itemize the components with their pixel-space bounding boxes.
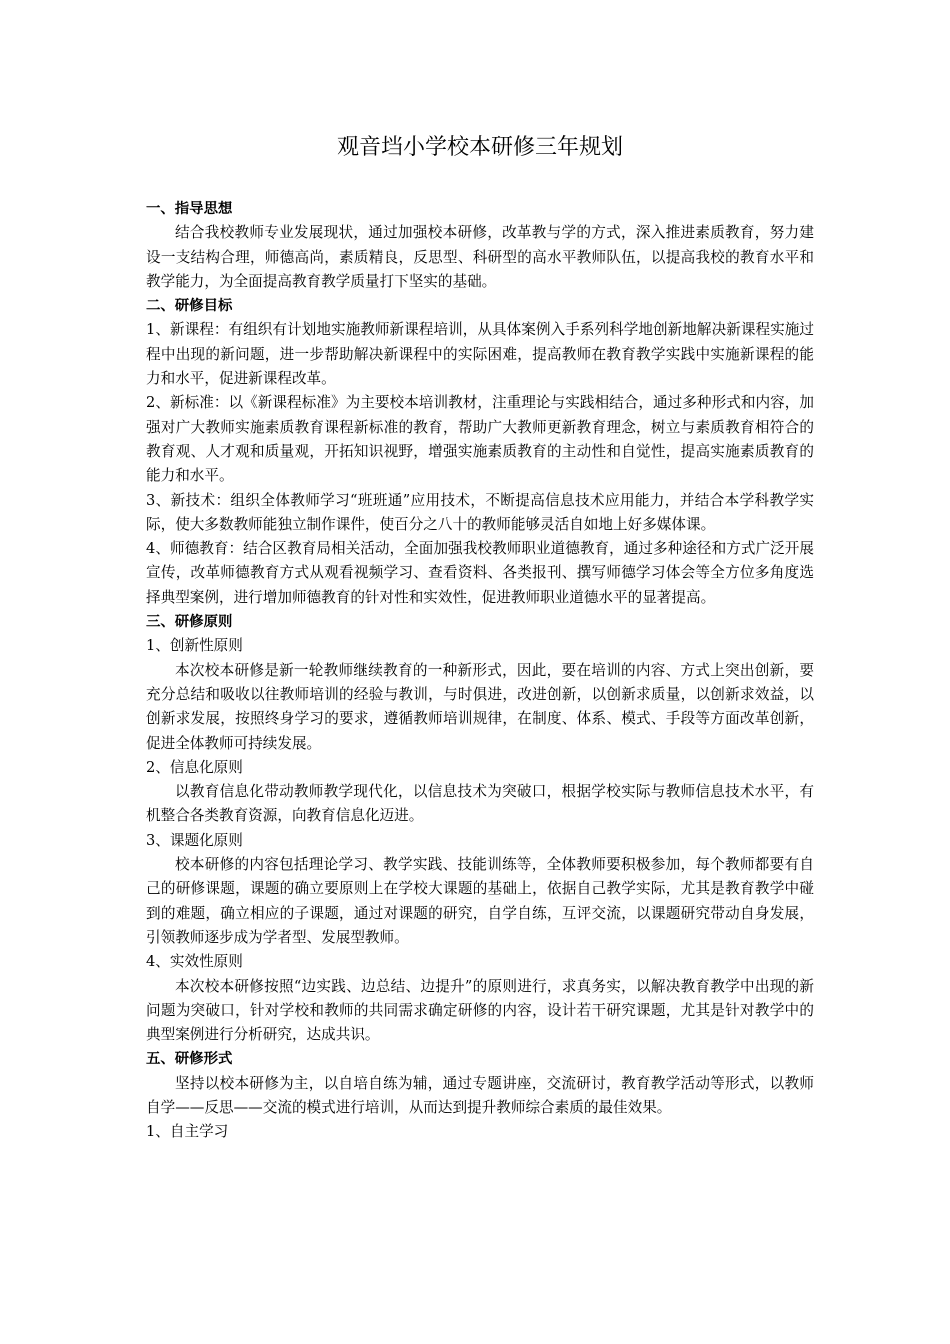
document-body: [146, 197, 814, 1145]
goal-item-new-curriculum: 1、新课程：有组织有计划地实施教师新课程培训，从具体案例入手系列科学地创新地解决新课程实施过程中出现的新问题，进一步帮助解决新课程中的实际困难，提高教师在教育教学实践中实施新课程的能力和水平，促进新课程改革。: [146, 321, 814, 388]
principle-text-informatization: 以教育信息化带动教师教学现代化，以信息技术为突破口，根据学校实际与教师信息技术水平，有机整合各类教育资源，向教育信息化迈进。: [146, 783, 814, 825]
paragraph-guiding-thought: 结合我校教师专业发展现状，通过加强校本研修，改革教与学的方式，深入推进素质教育，努力建设一支结构合理，师德高尚，素质精良，反思型、科研型的高水平教师队伍，以提高我校的教育水平和教学能力，为全面提高教育教学质量打下坚实的基础。: [146, 224, 814, 290]
section-heading-forms: 五、研修形式: [146, 1051, 233, 1068]
section-heading-guiding-thought: 一、指导思想: [146, 201, 233, 217]
principle-title-research-topic: 3、课题化原则: [146, 831, 243, 849]
principle-title-innovation: 1、创新性原则: [146, 637, 243, 655]
goal-item-ethics-education: 4、师德教育：结合区教育局相关活动，全面加强我校教师职业道德教育，通过多种途径和方式广泛开展宣传，改革师德教育方式从观看视频学习、查看资料、各类报刊、撰写师德学习体会等全方位多角度选择典型案例，进行增加师德教育的针对性和实效性，促进教师职业道德水平的显著提高。: [146, 540, 814, 606]
principle-text-research-topic: 校本研修的内容包括理论学习、教学实践、技能训练等，全体教师要积极参加，每个教师都要有自己的研修课题，课题的确立要原则上在学校大课题的基础上，依据自己教学实际，尤其是教育教学中碰到的难题，确立相应的子课题，通过对课题的研究，自学自练，互评交流，以课题研究带动自身发展，引领教师逐步成为学者型、发展型教师。: [146, 856, 814, 946]
principle-text-innovation: 本次校本研修是新一轮教师继续教育的一种新形式，因此，要在培训的内容、方式上突出创新，要充分总结和吸收以往教师培训的经验与教训，与时俱进，改进创新，以创新求质量，以创新求效益，以创新求发展，按照终身学习的要求，遵循教师培训规律，在制度、体系、模式、手段等方面改革创新，促进全体教师可持续发展。: [146, 661, 814, 752]
section-heading-principles: 三、研修原则: [146, 614, 233, 631]
principle-title-effectiveness: 4、实效性原则: [146, 953, 243, 971]
goal-item-new-technology: 3、新技术：组织全体教师学习“班班通”应用技术，不断提高信息技术应用能力，并结合本学科教学实际，使大多数教师能独立制作课件，使百分之八十的教师能够灵活自如地上好多媒体课。: [146, 491, 814, 533]
goal-item-new-standard: 2、新标准：以《新课程标准》为主要校本培训教材，注重理论与实践相结合，通过多种形式和内容，加强对广大教师实施素质教育课程新标准的教育，帮助广大教师更新教育理念，树立与素质教育相符合的教育观、人才观和质量观，开拓知识视野，增强实施素质教育的主动性和自觉性，提高实施素质教育的能力和水平。: [146, 394, 814, 485]
paragraph-forms: 坚持以校本研修为主，以自培自练为辅，通过专题讲座，交流研讨，教育教学活动等形式，以教师自学——反思——交流的模式进行培训，从而达到提升教师综合素质的最佳效果。: [146, 1074, 814, 1116]
section-heading-goals: 二、研修目标: [146, 298, 233, 315]
document-title: 观音垱小学校本研修三年规划: [336, 135, 623, 160]
forms-subtitle-self-study: 1、自主学习: [146, 1123, 229, 1141]
principle-title-informatization: 2、信息化原则: [146, 758, 243, 776]
principle-text-effectiveness: 本次校本研修按照“边实践、边总结、边提升”的原则进行，求真务实，以解决教育教学中出现的新问题为突破口，针对学校和教师的共同需求确定研修的内容，设计若干研究课题，尤其是针对教学中的典型案例进行分析研究，达成共识。: [146, 977, 814, 1044]
